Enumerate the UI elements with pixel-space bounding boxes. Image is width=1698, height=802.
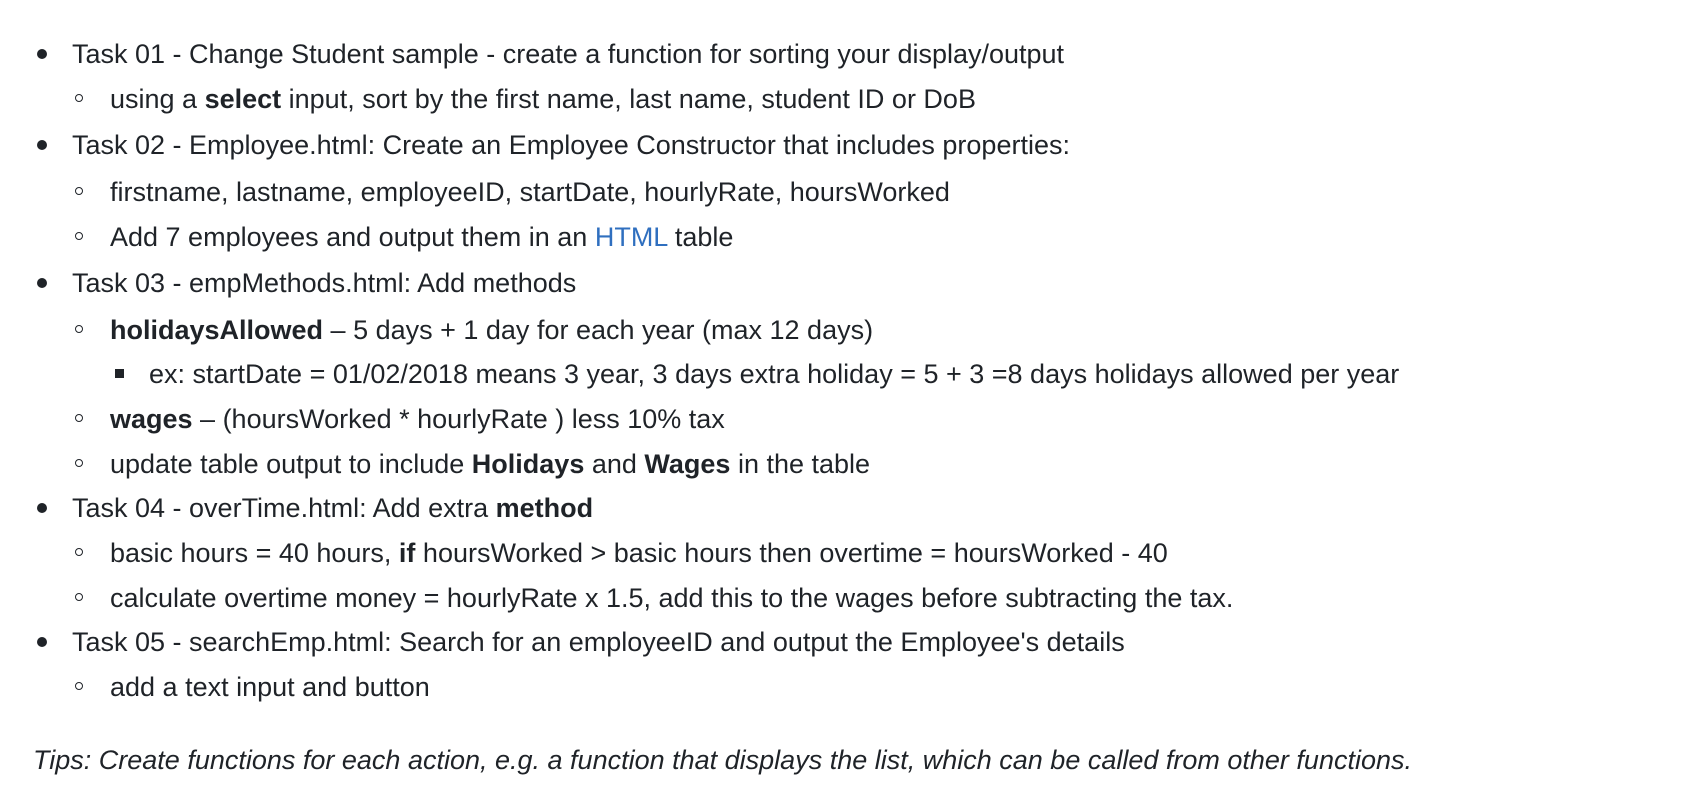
- task-01-heading: Task 01 - Change Student sample - create a function for sorting your display/output: [72, 39, 1065, 69]
- task-03-subitem-holidays: [110, 314, 873, 346]
- text-segment: using a: [110, 84, 205, 114]
- bold-text-holidays-allowed: holidaysAllowed: [110, 315, 324, 345]
- bold-text-wages-column: Wages: [644, 449, 731, 479]
- bold-text-if: if: [398, 538, 416, 568]
- text-segment: update table output to include: [110, 449, 472, 479]
- circle-bullet-icon: [75, 682, 83, 690]
- task-03-subitem-table: [110, 448, 870, 480]
- task-05-heading: Task 05 - searchEmp.html: Search for an employeeID and output the Employee's details: [72, 627, 1125, 657]
- circle-bullet-icon: [75, 325, 83, 333]
- text-segment: Add 7 employees and output them in an: [110, 222, 595, 252]
- text-segment: in the table: [730, 449, 871, 479]
- task-02-subitem-properties: firstname, lastname, employeeID, startDate, hourlyRate, hoursWorked: [110, 177, 950, 207]
- text-segment: input, sort by the first name, last name, student ID or DoB: [281, 84, 976, 114]
- task-03-example: ex: startDate = 01/02/2018 means 3 year, 3 days extra holiday = 5 + 3 =8 days holidays allowed per year: [149, 359, 1400, 389]
- task-03-subitem-wages: [110, 403, 725, 435]
- square-bullet-icon: [115, 369, 124, 378]
- bold-text-method: method: [495, 493, 594, 523]
- bold-text-select: select: [204, 84, 282, 114]
- text-segment: hoursWorked > basic hours then overtime = hoursWorked - 40: [415, 538, 1168, 568]
- task-02-heading: Task 02 - Employee.html: Create an Employee Constructor that includes properties:: [72, 130, 1070, 160]
- circle-bullet-icon: [75, 459, 83, 467]
- circle-bullet-icon: [75, 548, 83, 556]
- text-segment: – 5 days + 1 day for each year (max 12 days): [323, 315, 874, 345]
- circle-bullet-icon: [75, 187, 83, 195]
- bold-text-wages: wages: [110, 404, 193, 434]
- disc-bullet-icon: [37, 503, 47, 513]
- text-segment: – (hoursWorked * hourlyRate ) less 10% tax: [192, 404, 725, 434]
- tips-note: Tips: Create functions for each action, e.g. a function that displays the list, which can be called from other functions.: [33, 745, 1412, 775]
- task-04-subitem-overtime: calculate overtime money = hourlyRate x 1.5, add this to the wages before subtracting the tax.: [110, 583, 1234, 613]
- html-link[interactable]: HTML: [594, 222, 668, 252]
- task-04-heading: [72, 492, 593, 524]
- task-02-subitem-employees: [110, 221, 733, 253]
- text-segment: table: [667, 222, 734, 252]
- task-05-subitem: add a text input and button: [110, 672, 430, 702]
- circle-bullet-icon: [75, 232, 83, 240]
- task-03-heading: Task 03 - empMethods.html: Add methods: [72, 268, 577, 298]
- task-04-subitem-basic-hours: [110, 537, 1168, 569]
- disc-bullet-icon: [37, 637, 47, 647]
- circle-bullet-icon: [75, 94, 83, 102]
- text-segment: Task 04 - overTime.html: Add extra: [72, 493, 496, 523]
- task-01-subitem: [110, 83, 976, 115]
- disc-bullet-icon: [37, 49, 47, 59]
- text-segment: and: [584, 449, 645, 479]
- bold-text-holidays: Holidays: [471, 449, 585, 479]
- disc-bullet-icon: [37, 140, 47, 150]
- circle-bullet-icon: [75, 593, 83, 601]
- text-segment: basic hours = 40 hours,: [110, 538, 399, 568]
- disc-bullet-icon: [37, 278, 47, 288]
- circle-bullet-icon: [75, 414, 83, 422]
